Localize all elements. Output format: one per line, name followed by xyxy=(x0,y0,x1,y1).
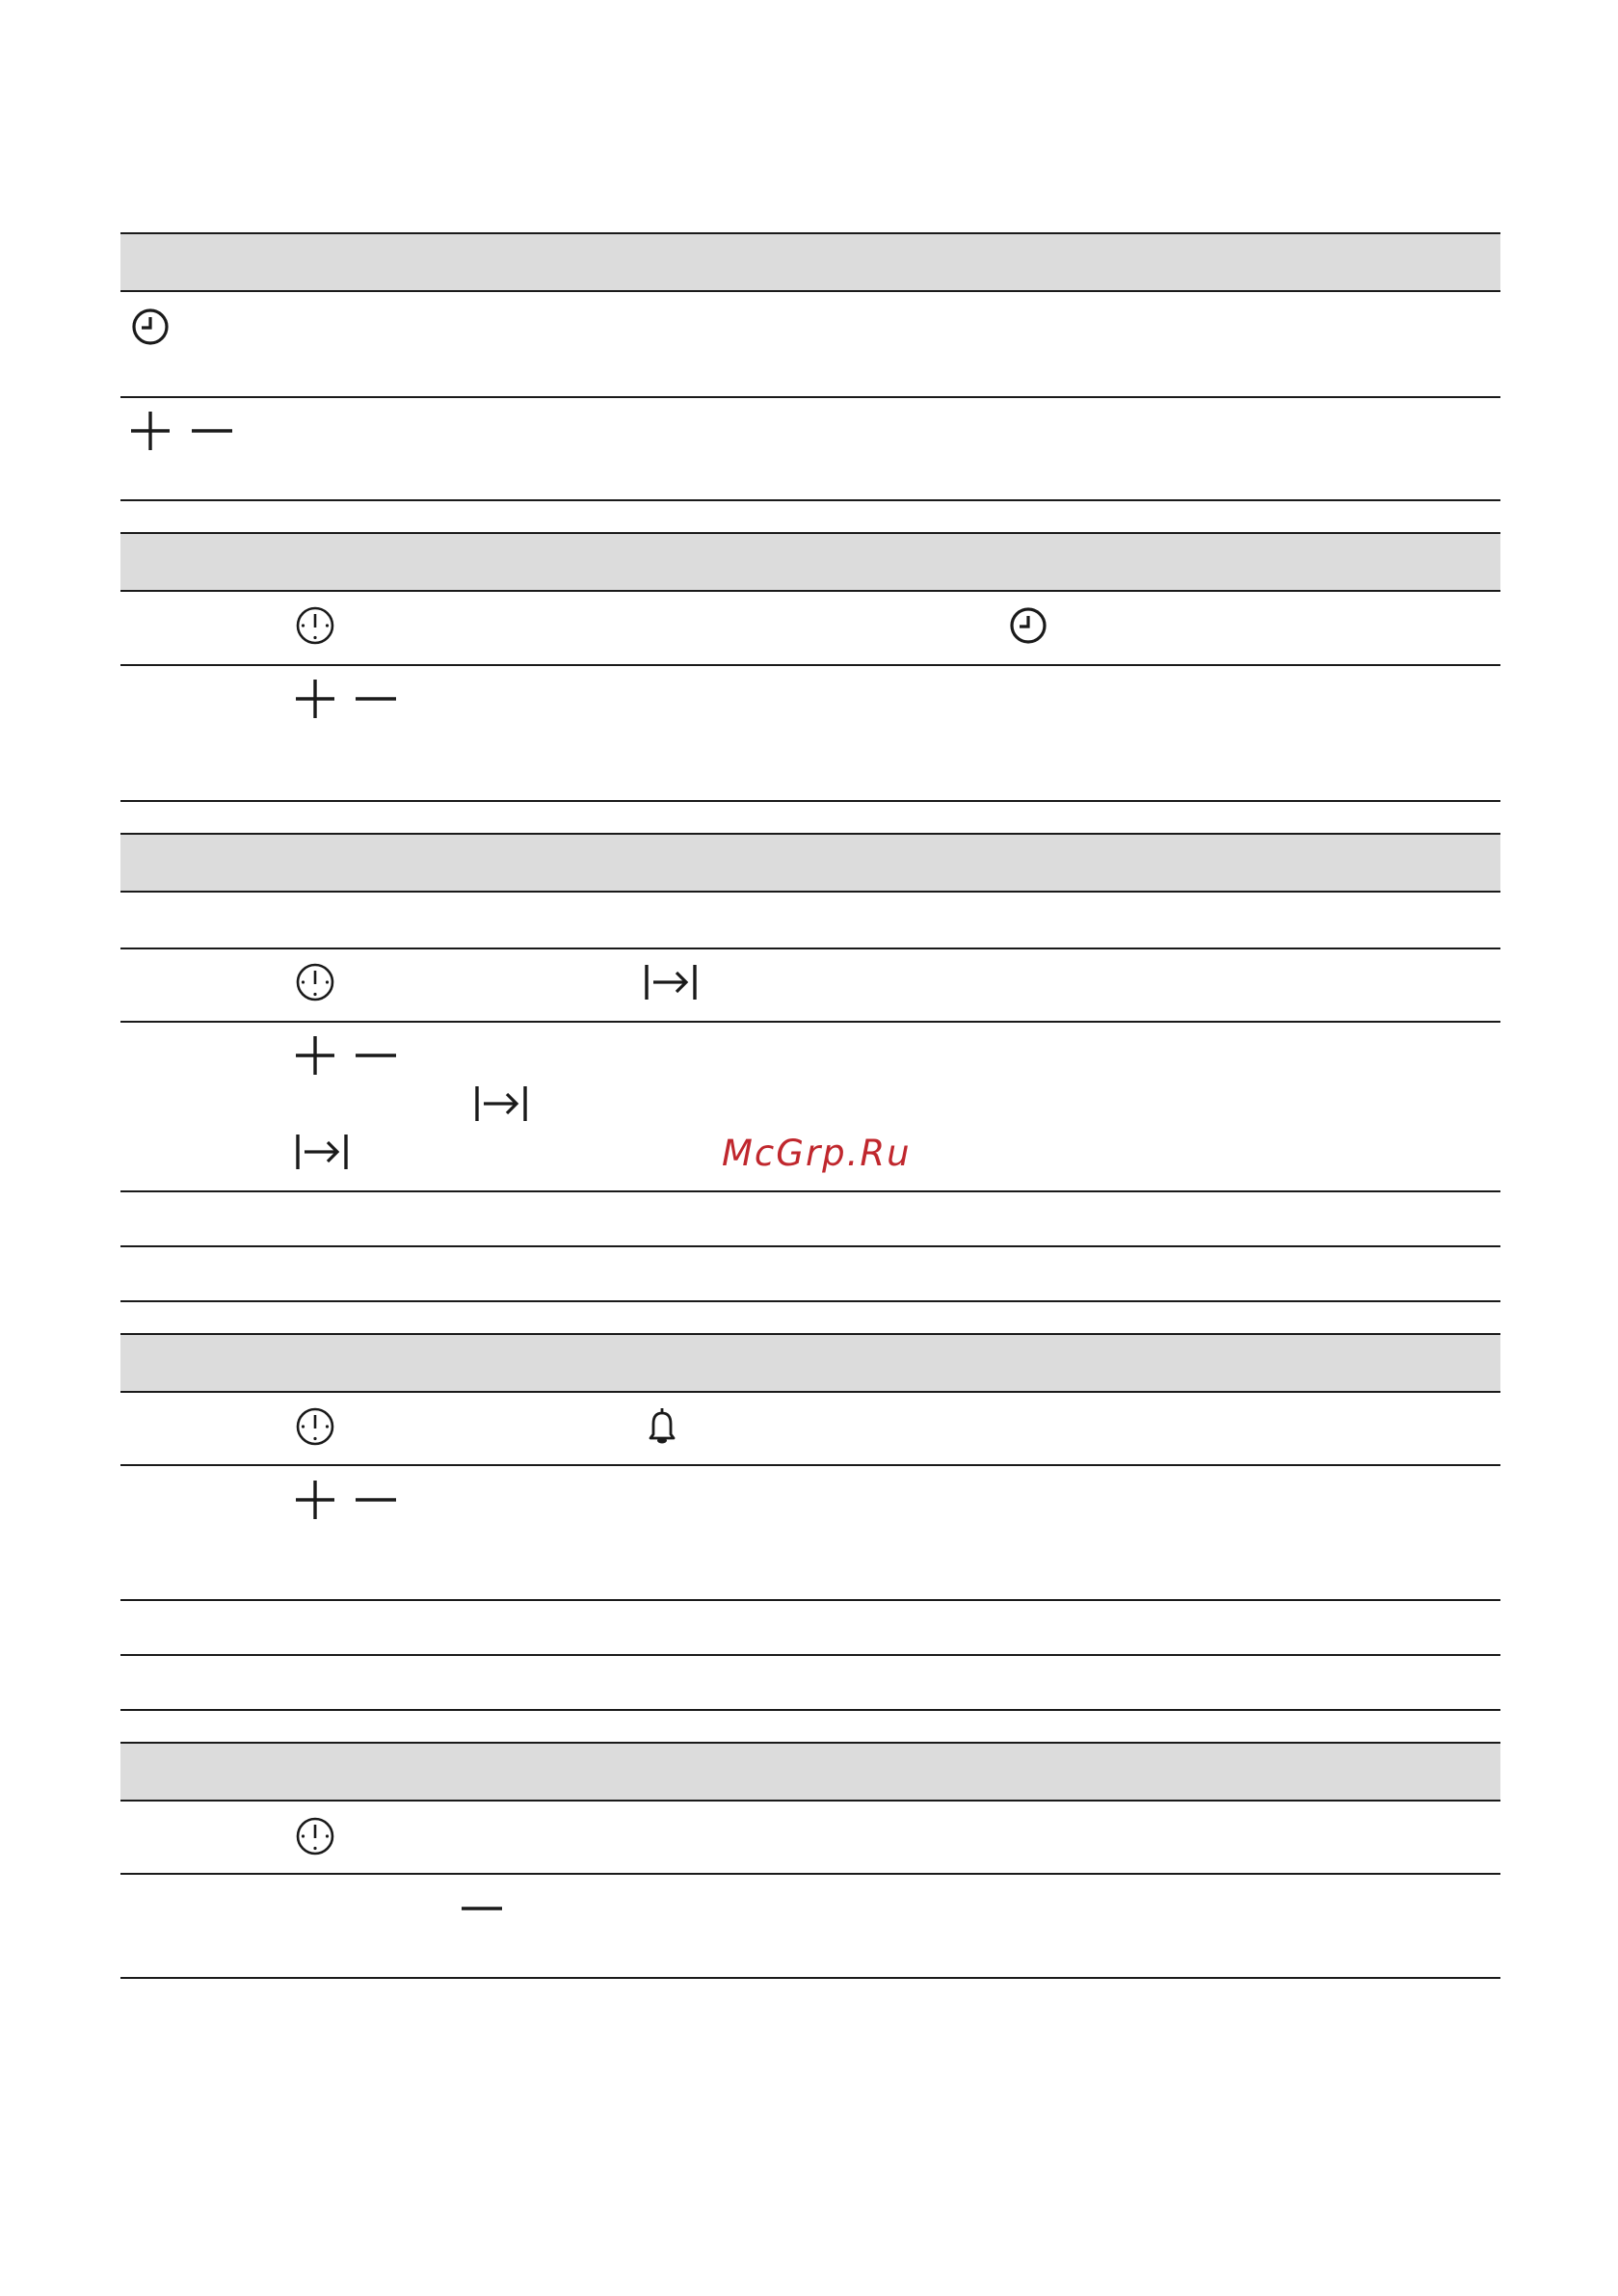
table-5-row-divider xyxy=(120,1873,1500,1875)
minus-icon xyxy=(355,1479,397,1521)
table-2-header-band xyxy=(120,532,1500,592)
plus-icon xyxy=(294,1479,336,1521)
table-3-header-band xyxy=(120,833,1500,893)
table-4-row-divider xyxy=(120,1654,1500,1656)
timer-dial-icon xyxy=(294,604,336,647)
table-3-bottom-rule xyxy=(120,1300,1500,1302)
table-3-row-divider xyxy=(120,948,1500,949)
minus-icon xyxy=(191,410,233,452)
table-2-bottom-rule xyxy=(120,800,1500,802)
minus-icon xyxy=(355,1034,397,1077)
end-time-icon xyxy=(294,1131,350,1173)
watermark: McGrp.Ru xyxy=(722,1133,912,1174)
table-4-row-divider xyxy=(120,1464,1500,1466)
table-4-header-band xyxy=(120,1333,1500,1393)
table-5-bottom-rule xyxy=(120,1977,1500,1979)
table-1-header-band xyxy=(120,232,1500,292)
timer-dial-icon xyxy=(294,961,336,1003)
plus-icon xyxy=(294,1034,336,1077)
timer-dial-icon xyxy=(294,1405,336,1448)
end-time-icon xyxy=(643,961,699,1003)
minus-icon xyxy=(355,678,397,720)
clock-icon xyxy=(1007,604,1049,647)
table-3-row-divider xyxy=(120,1245,1500,1247)
table-5-header-band xyxy=(120,1742,1500,1802)
timer-dial-icon xyxy=(294,1815,336,1857)
minus-icon xyxy=(461,1887,503,1930)
plus-icon xyxy=(129,410,172,452)
table-1-row-divider xyxy=(120,396,1500,398)
table-2-row-divider xyxy=(120,664,1500,666)
table-3-row-divider xyxy=(120,1190,1500,1192)
end-time-icon xyxy=(473,1082,529,1125)
plus-icon xyxy=(294,678,336,720)
table-1-bottom-rule xyxy=(120,499,1500,501)
table-3-row-divider xyxy=(120,1021,1500,1023)
table-4-row-divider xyxy=(120,1599,1500,1601)
table-4-bottom-rule xyxy=(120,1709,1500,1711)
bell-icon xyxy=(641,1405,683,1448)
clock-icon xyxy=(129,306,172,348)
